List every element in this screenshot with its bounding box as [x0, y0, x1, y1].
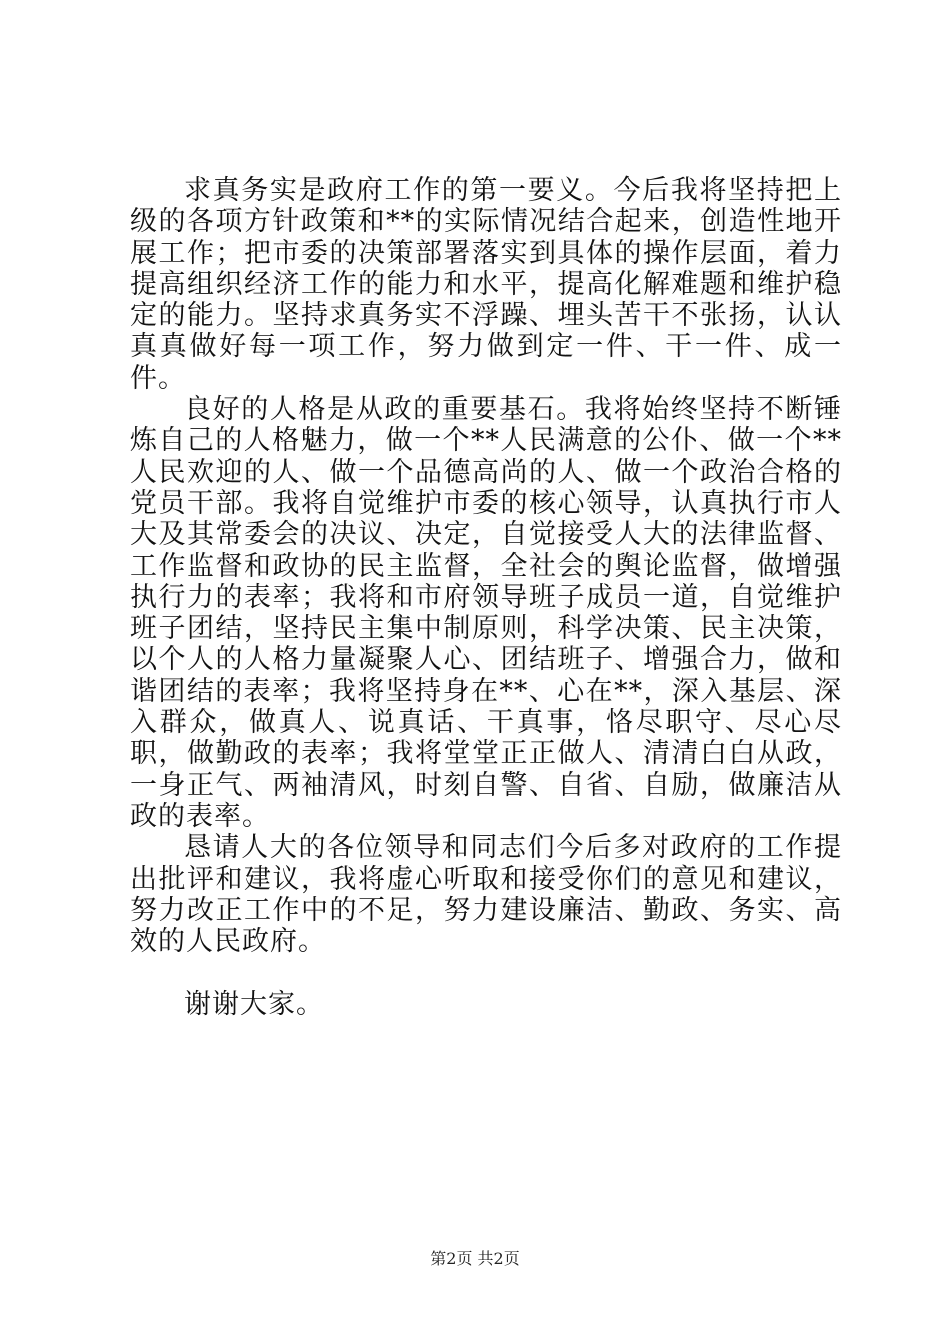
- paragraph-pragmatism: 求真务实是政府工作的第一要义。今后我将坚持把上级的各项方针政策和**的实际情况结合起来，创造性地开展工作；把市委的决策部署落实到具体的操作层面，着力提高组织经济工作的能力和水平，提高化解难题和维护稳定的能力。坚持求真务实不浮躁、埋头苦干不张扬，认认真真做好每一项工作，努力做到定一件、干一件、成一件。: [130, 175, 842, 394]
- page-number-footer: 第2页 共2页: [430, 1249, 520, 1268]
- document-body: [130, 175, 842, 1021]
- paragraph-request: 恳请人大的各位领导和同志们今后多对政府的工作提出批评和建议，我将虚心听取和接受你们的意见和建议，努力改正工作中的不足，努力建设廉洁、勤政、务实、高效的人民政府。: [130, 832, 842, 958]
- closing-thanks: 谢谢大家。: [184, 989, 324, 1021]
- paragraph-character: 良好的人格是从政的重要基石。我将始终坚持不断锤炼自己的人格魅力，做一个**人民满意的公仆、做一个**人民欢迎的人、做一个品德高尚的人、做一个政治合格的党员干部。我将自觉维护市委的核心领导，认真执行市人大及其常委会的决议、决定，自觉接受人大的法律监督、工作监督和政协的民主监督，全社会的舆论监督，做增强执行力的表率；我将和市府领导班子成员一道，自觉维护班子团结，坚持民主集中制原则，科学决策、民主决策，以个人的人格力量凝聚人心、团结班子、增强合力，做和谐团结的表率；我将坚持身在**、心在**，深入基层、深入群众，做真人、说真话、干真事，恪尽职守、尽心尽职，做勤政的表率；我将堂堂正正做人、清清白白从政，一身正气、两袖清风，时刻自警、自省、自励，做廉洁从政的表率。: [130, 394, 842, 832]
